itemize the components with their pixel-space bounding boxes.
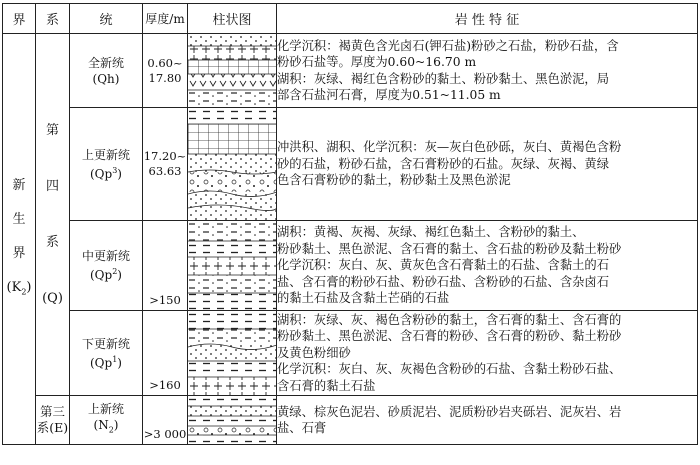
series-qp1-name: 下更新统	[81, 336, 130, 351]
desc-qp2-1: 湖积：黄褐、灰褐、灰绿、褐红色黏土、含粉砂的黏土、	[277, 225, 585, 240]
stratigraphic-table	[2, 3, 698, 445]
column-qp1-graphic	[188, 311, 277, 395]
header-xi: 系	[36, 4, 70, 34]
thickness-upper-pleistocene	[143, 108, 188, 221]
column-qp3-graphic	[188, 108, 277, 220]
header-jie: 界	[3, 4, 36, 34]
thickness-holocene-l2: 17.80	[148, 70, 182, 85]
quaternary-char-1: 第	[45, 122, 59, 138]
column-middle-pleistocene	[188, 221, 277, 311]
desc-holocene-2: 粉砂石盐等。厚度为0.60~16.70 m	[277, 55, 477, 70]
thickness-n2-l1: >3 000	[143, 427, 187, 441]
desc-holocene-1: 化学沉积：褐黄色含光卤石(钾石盐)粉砂之石盐，粉砂石盐，含	[277, 38, 619, 53]
description-upper-pleistocene	[277, 108, 698, 221]
desc-qp2-5: 的黏土石盐及含黏土芒硝的石盐	[277, 291, 450, 306]
series-holocene-name: 全新统	[87, 55, 124, 70]
quaternary-code: (Q)	[42, 290, 63, 306]
description-pliocene	[277, 396, 698, 445]
series-holocene	[70, 34, 143, 108]
column-upper-pleistocene	[188, 108, 277, 221]
series-qp3-code: (Qp$^3$)	[90, 165, 122, 181]
desc-qp2-2: 粉砂黏土、黑色淤泥、含石膏的黏土、含石盐的粉砂及黏土粉砂	[277, 241, 622, 256]
row-middle-pleistocene	[3, 221, 698, 311]
desc-qp2-4: 盐、含石膏的粉砂石盐、粉砂石盐、含粉砂的石盐、含杂卤石	[277, 274, 610, 289]
desc-holocene-4: 部含石盐河石膏，厚度为0.51~11.05 m	[277, 87, 501, 102]
erathem-char-1: 新	[12, 177, 26, 193]
tertiary-line2: 系(E)	[36, 420, 69, 435]
column-qp2-graphic	[188, 221, 277, 310]
tertiary-cell	[36, 396, 70, 445]
thickness-qp3-l1: 17.20~	[143, 149, 187, 163]
series-upper-pleistocene	[70, 108, 143, 221]
row-pliocene	[3, 396, 698, 445]
column-holocene-graphic	[188, 34, 277, 107]
series-lower-pleistocene	[70, 311, 143, 396]
erathem-cell	[3, 34, 36, 445]
series-qp1-code: (Qp$^1$)	[90, 354, 122, 370]
series-n2-name: 上新统	[87, 402, 124, 417]
header-thickness: 厚度/m	[143, 4, 188, 34]
tertiary-line1: 第三	[39, 404, 65, 419]
column-lower-pleistocene	[188, 311, 277, 396]
row-holocene	[3, 34, 698, 108]
column-n2-graphic	[188, 396, 277, 444]
quaternary-char-2: 四	[45, 178, 59, 194]
series-qp2-code: (Qp$^2$)	[90, 267, 122, 282]
thickness-qp2-l1: >150	[149, 293, 181, 307]
desc-holocene-3: 湖积：灰绿、褐红色含粉砂的黏土、粉砂黏土、黑色淤泥，局	[277, 71, 610, 86]
header-lithology: 岩 性 特 征	[277, 4, 698, 34]
description-lower-pleistocene	[277, 311, 698, 396]
desc-n2-2: 盐、石膏	[277, 421, 327, 435]
desc-qp1-3: 及黄色粉细砂	[277, 345, 351, 360]
desc-qp3-2: 砂的石盐，粉砂石盐，含石膏粉砂的石盐。灰绿、灰褐、黄绿	[277, 156, 610, 171]
header-row	[3, 4, 698, 34]
thickness-holocene-l1: 0.60~	[147, 55, 183, 70]
series-qp2-name: 中更新统	[81, 249, 130, 263]
series-qp3-name: 上更新统	[81, 147, 130, 162]
erathem-char-3: 界	[12, 245, 26, 261]
column-pliocene	[188, 396, 277, 445]
desc-qp1-5: 含石膏的黏土石盐	[277, 378, 376, 393]
row-lower-pleistocene	[3, 311, 698, 396]
header-column: 柱状图	[188, 4, 277, 34]
desc-qp1-4: 化学沉积：灰白、灰、灰褐色含粉砂的石盐、含黏土粉砂石盐、	[277, 362, 622, 377]
header-tong: 统	[70, 4, 143, 34]
desc-qp2-3: 化学沉积：灰白、灰、黄灰色含石膏黏土的石盐、含黏土的石	[277, 258, 610, 273]
row-upper-pleistocene	[3, 108, 698, 221]
quaternary-cell	[36, 34, 70, 396]
desc-qp3-3: 色含石膏粉砂的黏土，粉砂黏土及黑色淤泥	[277, 173, 511, 188]
series-holocene-code: (Qh)	[92, 71, 120, 86]
series-middle-pleistocene	[70, 221, 143, 311]
thickness-pliocene	[143, 396, 188, 445]
description-holocene	[277, 34, 698, 108]
thickness-lower-pleistocene	[143, 311, 188, 396]
desc-n2-1: 黄绿、棕灰色泥岩、砂质泥岩、泥质粉砂岩夹砾岩、泥灰岩、岩	[277, 404, 622, 419]
thickness-holocene	[143, 34, 188, 108]
thickness-qp1-l1: >160	[149, 378, 181, 392]
erathem-code: $(K_2)$	[6, 279, 32, 297]
desc-qp3-1: 冲洪积、湖积、化学沉积：灰—灰白色砂砾，灰白、黄褐色含粉	[277, 140, 622, 155]
column-holocene	[188, 34, 277, 108]
quaternary-char-3: 系	[45, 234, 59, 250]
desc-qp1-2: 粉砂黏土、黑色淤泥、含石膏的粉砂、含石膏的粉砂、黏土粉砂	[277, 329, 622, 344]
description-middle-pleistocene	[277, 221, 698, 311]
thickness-qp3-l2: 63.63	[148, 164, 182, 178]
series-n2-code: $(N_2)$	[93, 418, 119, 435]
thickness-middle-pleistocene	[143, 221, 188, 311]
series-pliocene	[70, 396, 143, 445]
erathem-char-2: 生	[12, 211, 26, 227]
desc-qp1-1: 湖积：灰绿、灰、褐色含粉砂的黏土，含石膏的黏土、含石膏的	[277, 312, 622, 327]
